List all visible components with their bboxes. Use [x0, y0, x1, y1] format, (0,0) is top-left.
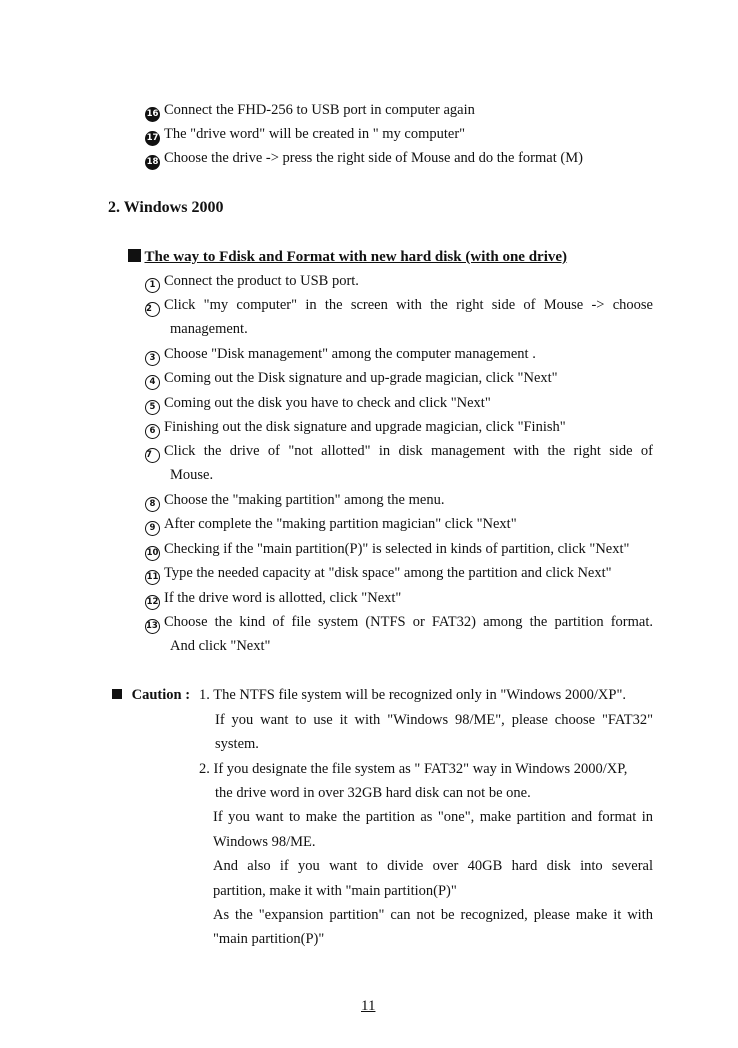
caution-line-8: And also if you want to divide over 40GB hard disk into several — [213, 858, 653, 874]
step-number-icon: 17 — [145, 131, 160, 146]
subheading-text: The way to Fdisk and Format with new hard disk (with one drive) — [144, 249, 568, 265]
step-9 — [145, 515, 517, 536]
caution-line-2: If you want to use it with "Windows 98/ME", please choose "FAT32" — [215, 712, 653, 728]
step-10 — [145, 540, 629, 561]
caution-label-text: Caution : — [131, 687, 191, 703]
section-title: 2. Windows 2000 — [108, 199, 224, 216]
step-7-continuation: Mouse. — [170, 467, 214, 483]
step-text: Coming out the disk you have to check and click "Next" — [164, 395, 491, 411]
step-13 — [145, 613, 653, 634]
caution-label — [112, 686, 190, 704]
step-8 — [145, 491, 444, 512]
caution-line-10: As the "expansion partition" can not be recognized, please make it with — [213, 907, 653, 923]
step-text: The "drive word" will be created in " my computer" — [164, 126, 466, 142]
square-bullet-icon — [112, 689, 122, 699]
caution-line-1: 1. The NTFS file system will be recognized only in "Windows 2000/XP". — [199, 687, 627, 703]
step-text: Choose the drive -> press the right side of Mouse and do the format (M) — [164, 150, 583, 166]
square-bullet-icon — [128, 249, 141, 262]
step-17 — [145, 125, 465, 146]
step-number-icon: 18 — [145, 155, 160, 170]
step-number-icon: 3 — [145, 351, 160, 366]
step-1 — [145, 272, 359, 293]
caution-line-3: system. — [215, 736, 259, 752]
step-text: Coming out the Disk signature and up-grade magician, click "Next" — [164, 370, 558, 386]
step-text: Connect the product to USB port. — [164, 273, 359, 289]
step-3 — [145, 345, 536, 366]
caution-line-11: "main partition(P)" — [213, 931, 325, 947]
caution-line-7: Windows 98/ME. — [213, 834, 316, 850]
caution-line-9: partition, make it with "main partition(P)" — [213, 883, 457, 899]
caution-line-5: the drive word in over 32GB hard disk can not be one. — [215, 785, 531, 801]
caution-line-4: 2. If you designate the file system as " FAT32" way in Windows 2000/XP, — [199, 761, 628, 777]
step-number-icon: 11 — [145, 570, 160, 585]
page-number: 11 — [361, 998, 376, 1014]
step-11 — [145, 564, 612, 585]
step-text: Finishing out the disk signature and upgrade magician, click "Finish" — [164, 419, 566, 435]
step-text: Type the needed capacity at "disk space" among the partition and click Next" — [164, 565, 612, 581]
step-number-icon: 10 — [145, 546, 160, 561]
step-7 — [145, 442, 653, 463]
step-6 — [145, 418, 566, 439]
step-text: After complete the "making partition magician" click "Next" — [164, 516, 517, 532]
step-5 — [145, 394, 491, 415]
step-number-icon: 12 — [145, 595, 160, 610]
step-16 — [145, 101, 475, 122]
step-number-icon: 2 — [145, 302, 160, 317]
step-number-icon: 13 — [145, 619, 160, 634]
step-number-icon: 16 — [145, 107, 160, 122]
step-text: Choose the kind of file system (NTFS or FAT32) among the partition format. — [164, 614, 653, 630]
step-text: Choose the "making partition" among the menu. — [164, 492, 445, 508]
step-number-icon: 7 — [145, 448, 160, 463]
step-number-icon: 4 — [145, 375, 160, 390]
step-number-icon: 5 — [145, 400, 160, 415]
step-text: Connect the FHD-256 to USB port in computer again — [164, 102, 475, 118]
step-number-icon: 6 — [145, 424, 160, 439]
step-text: Checking if the "main partition(P)" is selected in kinds of partition, click "Next" — [164, 541, 630, 557]
step-number-icon: 9 — [145, 521, 160, 536]
step-2-continuation: management. — [170, 321, 248, 337]
step-4 — [145, 369, 558, 390]
subheading — [128, 248, 567, 266]
step-18 — [145, 149, 583, 170]
step-text: Choose "Disk management" among the computer management . — [164, 346, 536, 362]
step-number-icon: 8 — [145, 497, 160, 512]
caution-line-6: If you want to make the partition as "one", make partition and format in — [213, 809, 653, 825]
step-text: If the drive word is allotted, click "Next" — [164, 590, 402, 606]
step-text: Click the drive of "not allotted" in disk management with the right side of — [164, 443, 653, 459]
step-number-icon: 1 — [145, 278, 160, 293]
step-2 — [145, 296, 653, 317]
step-13-continuation: And click "Next" — [170, 638, 271, 654]
step-12 — [145, 589, 401, 610]
step-text: Click "my computer" in the screen with the right side of Mouse -> choose — [164, 297, 653, 313]
